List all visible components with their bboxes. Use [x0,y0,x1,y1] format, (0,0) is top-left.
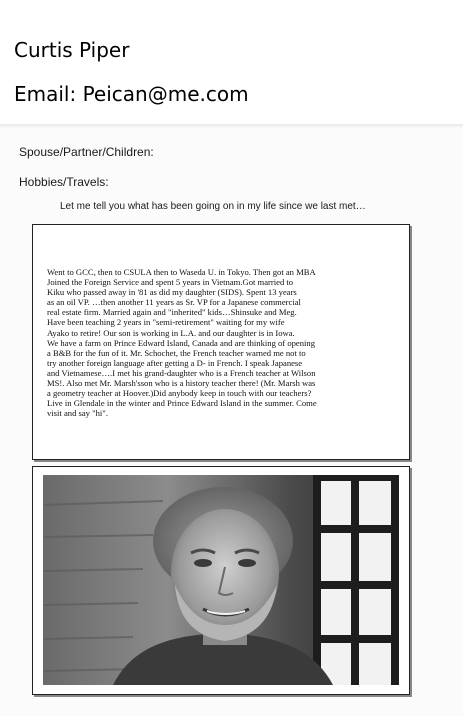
story-line: a B&B for the fun of it. Mr. Schochet, the French teacher warned me not to [47,347,306,358]
story-line: and Vietnamese….I met his grand-daughter who is a French teacher at Wilson [47,367,316,378]
story-line: Kiku who passed away in '81 as did my daughter (SIDS). Spent 13 years [47,287,297,298]
hobbies-label: Hobbies/Travels: [19,175,109,189]
story-line: We have a farm on Prince Edward Island, Canada and are thinking of opening [47,337,316,348]
story-line: as an oil VP. …then another 11 years as Sr. VP for a Japanese commercial [47,297,301,308]
story-line: Live in Glendale in the winter and Prince Edward Island in the summer. Come [47,398,317,409]
story-line: MS!. Also met Mr. Marsh'sson who is a history teacher there! (Mr. Marsh was [47,378,316,389]
intro-prompt: Let me tell you what has been going on in my life since we last met… [60,201,366,212]
story-text [47,267,401,418]
email-line: Email: Peican@me.com [14,82,249,106]
story-line: real estate firm. Married again and "inherited" kids…Shinsuke and Meg. [47,307,297,318]
story-box [32,224,410,460]
story-line: Ayako to retire! Our son is working in L.A. and our daughter is in Iowa. [47,327,295,338]
photo-frame [32,466,410,695]
story-line: a geometry teacher at Hoover.)Did anybody keep in touch with our teachers? [47,388,312,399]
story-line: try another foreign language after getting a D- in French. I speak Japanese [47,357,303,368]
story-line: Have been teaching 2 years in "semi-retirement" waiting for my wife [47,317,285,328]
person-name: Curtis Piper [14,38,130,62]
story-line: Joined the Foreign Service and spent 5 years in Vietnam.Got married to [47,277,294,288]
spouse-label: Spouse/Partner/Children: [19,145,154,159]
scan-edge [0,124,463,128]
story-line: visit and say "hi". [47,408,108,419]
portrait-photo-icon [43,475,399,685]
story-line: Went to GCC, then to CSULA then to Waseda U. in Tokyo. Then got an MBA [47,267,316,277]
